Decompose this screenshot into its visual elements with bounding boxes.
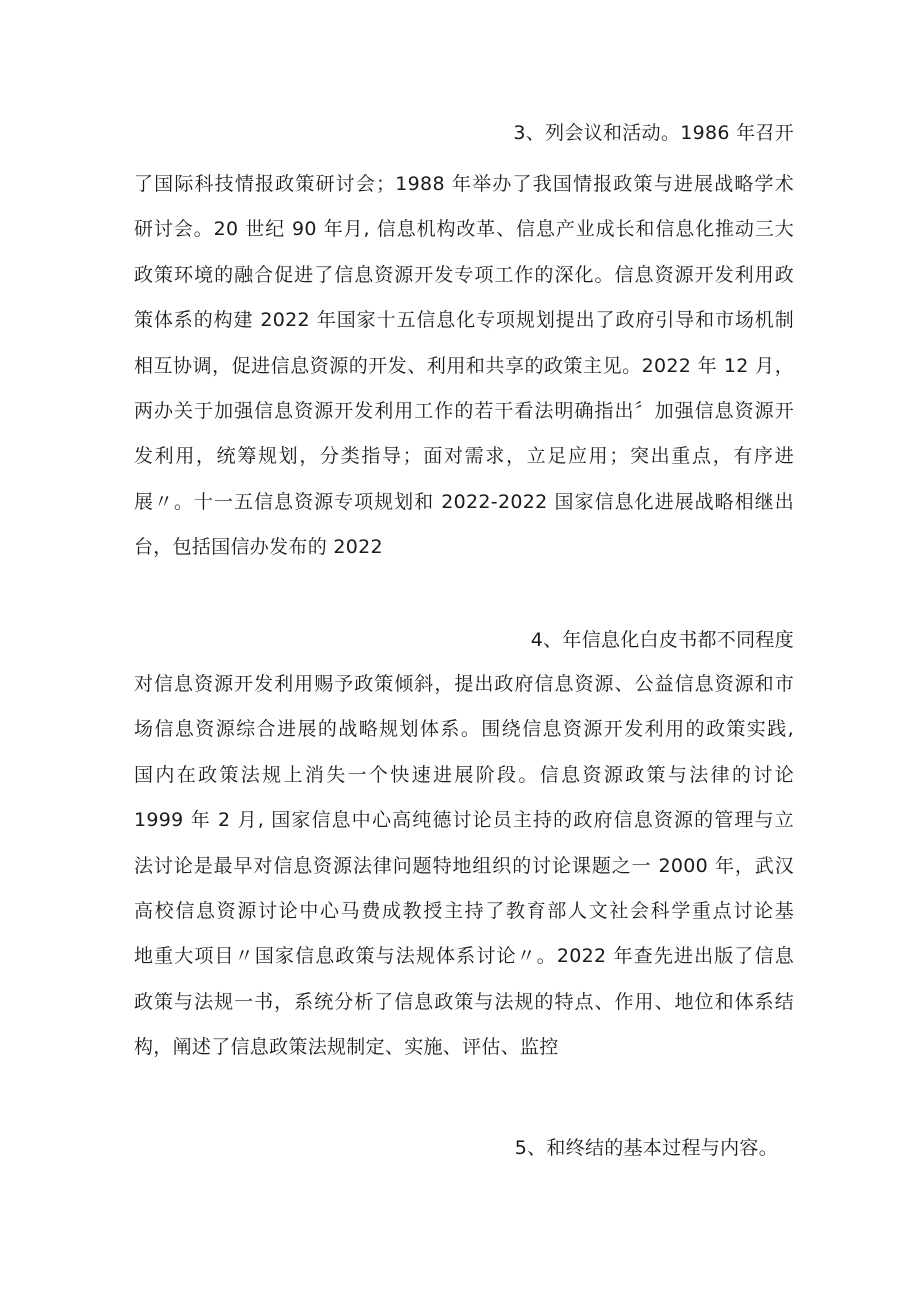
- section-5-heading: 5、和终结的基本过程与内容。: [514, 1137, 778, 1159]
- section-3-line-8: 展〃。十一五信息资源专项规划和 2022-2022 国家信息化进展战略相继出: [134, 491, 794, 513]
- section-3-line-4: 策体系的构建 2022 年国家十五信息化专项规划提出了政府引导和市场机制: [134, 309, 794, 331]
- section-4-line-3: 国内在政策法规上消失一个快速进展阶段。信息资源政策与法律的讨论: [134, 764, 794, 786]
- section-4-line-2: 场信息资源综合进展的战略规划体系。围绕信息资源开发利用的政策实践,: [134, 718, 794, 740]
- section-4-line-7: 地重大项目〃国家信息政策与法规体系讨论〃。2022 年查先进出版了信息: [134, 945, 794, 967]
- section-4-line-8: 政策与法规一书，系统分析了信息政策与法规的特点、作用、地位和体系结: [134, 991, 794, 1013]
- section-3-line-1: 了国际科技情报政策研讨会；1988 年举办了我国情报政策与进展战略学术: [134, 173, 794, 195]
- section-4-line-4: 1999 年 2 月, 国家信息中心高纯德讨论员主持的政府信息资源的管理与立: [134, 809, 794, 831]
- section-3-line-9: 台，包括国信办发布的 2022: [134, 536, 383, 558]
- section-3-line-6: 两办关于加强信息资源开发利用工作的若干看法明确指出〞加强信息资源开: [134, 400, 794, 422]
- section-3-heading: 3、列会议和活动。1986 年召开: [513, 122, 794, 144]
- section-3-line-2: 研讨会。20 世纪 90 年月, 信息机构改革、信息产业成长和信息化推动三大: [134, 218, 794, 240]
- section-4-line-9: 构，阐述了信息政策法规制定、实施、评估、监控: [134, 1036, 559, 1058]
- section-3-line-5: 相互协调，促进信息资源的开发、利用和共享的政策主见。2022 年 12 月，: [134, 355, 794, 377]
- section-4-line-5: 法讨论是最早对信息资源法律问题特地组织的讨论课题之一 2000 年，武汉: [134, 855, 794, 877]
- section-4-line-1: 对信息资源开发利用赐予政策倾斜，提出政府信息资源、公益信息资源和市: [134, 673, 794, 695]
- section-3-line-7: 发利用，统筹规划，分类指导；面对需求，立足应用；突出重点，有序进: [134, 445, 794, 467]
- section-3-line-3: 政策环境的融合促进了信息资源开发专项工作的深化。信息资源开发利用政: [134, 264, 794, 286]
- section-4-heading: 4、年信息化白皮书都不同程度: [530, 629, 794, 651]
- section-4-line-6: 高校信息资源讨论中心马费成教授主持了教育部人文社会科学重点讨论基: [134, 900, 794, 922]
